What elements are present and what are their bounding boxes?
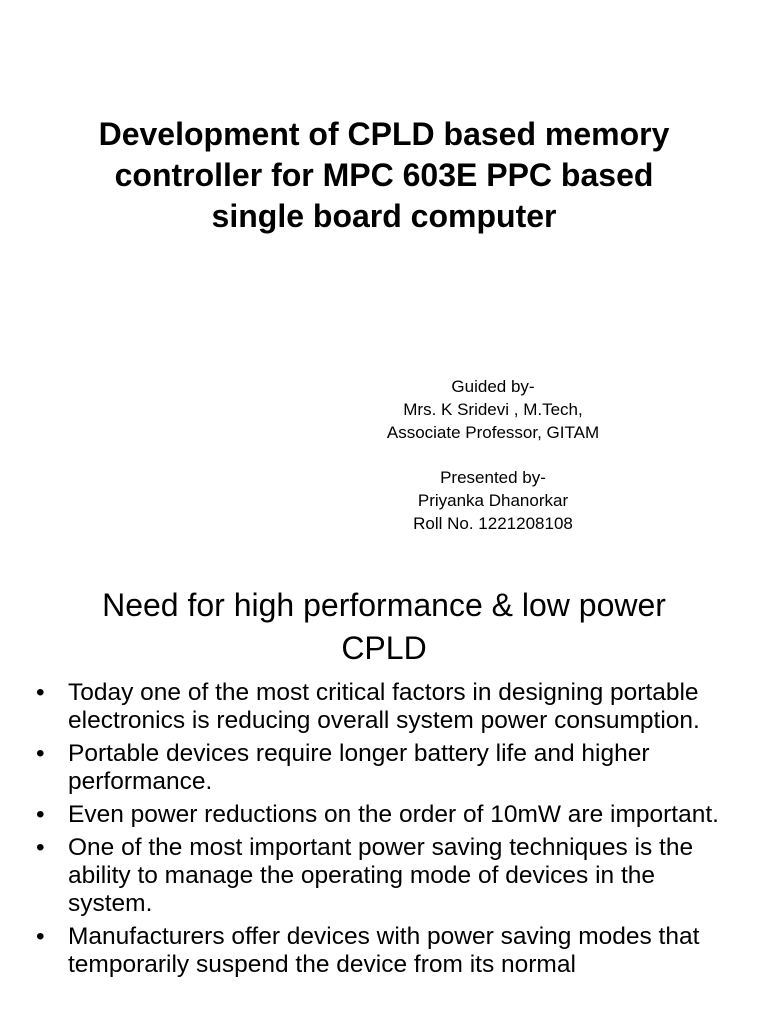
slide-heading <box>30 584 738 670</box>
presenter-roll: Roll No. 1221208108 <box>413 514 573 533</box>
bullet-text: One of the most important power saving techniques is the ability to manage the operating mode of devices in the system. <box>68 834 694 917</box>
title-line-3: single board computer <box>211 198 557 234</box>
bullet-text: Even power reductions on the order of 10mW are important. <box>68 801 719 828</box>
bullet-item <box>36 801 738 829</box>
content-slide <box>0 570 768 1024</box>
bullet-icon: • <box>36 679 45 706</box>
bullet-list <box>36 679 738 984</box>
bullet-icon: • <box>36 834 45 861</box>
bullet-item <box>36 923 738 979</box>
title-line-2: controller for MPC 603E PPC based <box>114 157 654 193</box>
bullet-text: Portable devices require longer battery life and higher performance. <box>68 740 650 795</box>
presented-by-heading: Presented by- <box>440 468 546 487</box>
bullet-item <box>36 679 738 735</box>
bullet-item <box>36 834 738 918</box>
slide-title <box>40 114 728 237</box>
title-line-1: Development of CPLD based memory <box>98 116 670 152</box>
bullet-icon: • <box>36 801 45 828</box>
guide-name: Mrs. K Sridevi , M.Tech, <box>403 400 583 419</box>
guided-by-heading: Guided by- <box>451 377 535 396</box>
bullet-text: Manufacturers offer devices with power saving modes that temporarily suspend the device from its normal <box>68 923 700 978</box>
heading-line-2: CPLD <box>341 630 427 666</box>
bullet-icon: • <box>36 923 45 950</box>
presenter-name: Priyanka Dhanorkar <box>417 491 569 510</box>
bullet-item <box>36 740 738 796</box>
guide-position: Associate Professor, GITAM <box>386 423 600 442</box>
bullet-icon: • <box>36 740 45 767</box>
credits-spacer <box>343 444 643 466</box>
bullet-text: Today one of the most critical factors in designing portable electronics is reducing overall system power consumption. <box>68 679 700 734</box>
heading-line-1: Need for high performance & low power <box>102 587 666 623</box>
credits-block <box>343 375 643 535</box>
